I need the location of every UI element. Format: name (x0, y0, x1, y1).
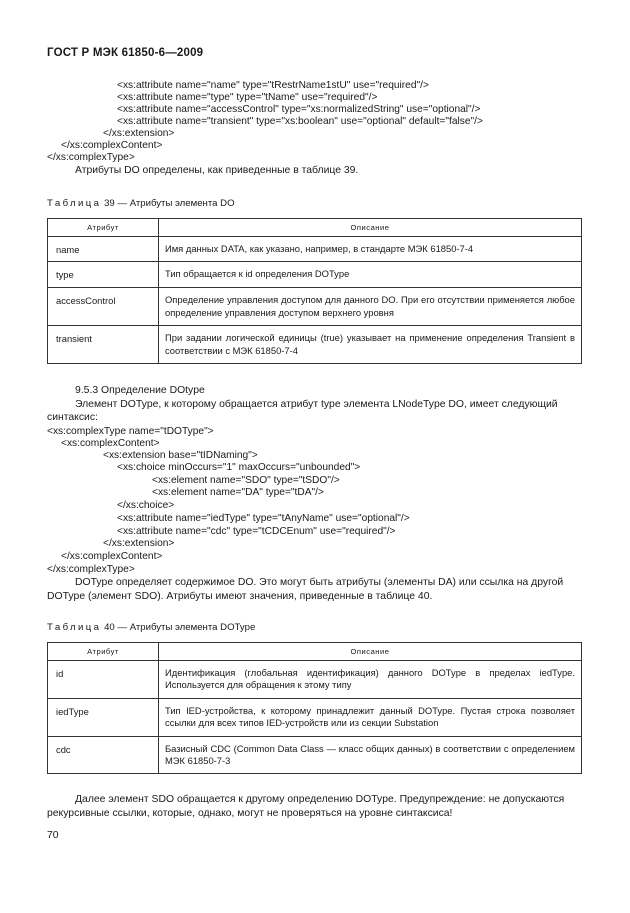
attribute-name-cell: id (48, 661, 159, 699)
table-header-row (48, 643, 582, 661)
column-header: Атрибут (48, 643, 159, 661)
code-line: </xs:extension> (103, 538, 175, 549)
attribute-name-cell: transient (48, 326, 159, 364)
paragraph-1: Атрибуты DO определены, как приведенные в таблице 39. (75, 165, 359, 176)
caption-label: Таблица (47, 622, 102, 633)
attribute-name-cell: iedType (48, 698, 159, 736)
code-line: <xs:attribute name="name" type="tRestrName1stU" use="required"/> (117, 80, 429, 91)
code-line: </xs:complexType> (47, 152, 135, 163)
code-line: </xs:complexContent> (61, 551, 163, 562)
table-row (48, 262, 582, 288)
description-cell: Имя данных DATA, как указано, например, в стандарте МЭК 61850-7-4 (159, 237, 582, 262)
page-header-title: ГОСТ Р МЭК 61850-6—2009 (47, 47, 204, 59)
column-header: Атрибут (48, 219, 159, 237)
section-intro-line: Элемент DOType, к которому обращается атрибут type элемента LNodeType DO, имеет следующий (75, 399, 558, 410)
caption-text: 40 — Атрибуты элемента DOType (104, 622, 256, 633)
description-cell: Идентификация (глобальная идентификация) данного DOType в пределах iedType. Используется для обращения к этому типу (159, 661, 582, 699)
code-line: </xs:complexType> (47, 564, 135, 575)
column-header: Описание (159, 219, 582, 237)
attribute-name-cell: cdc (48, 736, 159, 774)
code-line: <xs:complexContent> (61, 438, 160, 449)
column-header: Описание (159, 643, 582, 661)
attribute-name-cell: name (48, 237, 159, 262)
table-39 (47, 218, 582, 364)
table-row (48, 237, 582, 262)
table-row (48, 326, 582, 364)
code-line: <xs:attribute name="transient" type="xs:boolean" use="optional" default="false"/> (117, 116, 483, 127)
code-line: </xs:choice> (117, 500, 175, 511)
attribute-name-cell: type (48, 262, 159, 288)
section-intro-line: синтаксис: (47, 412, 98, 423)
paragraph-2-line: DOType определяет содержимое DO. Это могут быть атрибуты (элементы DA) или ссылка на другой (75, 577, 564, 588)
description-cell: Тип IED-устройства, к которому принадлежит данный DOType. Пустая строка позволяет ссылки для всех типов IED-устройств или из секции Substation (159, 698, 582, 736)
table-40 (47, 642, 582, 774)
caption-label: Таблица (47, 198, 102, 209)
code-line: <xs:element name="SDO" type="tSDO"/> (152, 475, 340, 486)
table-row (48, 698, 582, 736)
table-row (48, 661, 582, 699)
code-line: <xs:choice minOccurs="1" maxOccurs="unbounded"> (117, 462, 361, 473)
paragraph-3-line: рекурсивные ссылки, которые, однако, могут не проверяться на уровне синтаксиса! (47, 808, 453, 819)
code-line: <xs:complexType name="tDOType"> (47, 426, 214, 437)
description-cell: Базисный CDC (Common Data Class — класс общих данных) в соответствии с определением МЭК 61850-7-3 (159, 736, 582, 774)
code-line: <xs:attribute name="iedType" type="tAnyName" use="optional"/> (117, 513, 410, 524)
paragraph-3-line: Далее элемент SDO обращается к другому определению DOType. Предупреждение: не допускаются (75, 794, 565, 805)
description-cell: При задании логической единицы (true) указывает на применение определения Transient в соответствии с МЭК 61850-7-4 (159, 326, 582, 364)
table-40-caption (47, 622, 255, 633)
description-cell: Определение управления доступом для данного DO. При его отсутствии применяется любое определение управления доступом верхнего уровня (159, 288, 582, 326)
code-line: <xs:attribute name="accessControl" type="xs:normalizedString" use="optional"/> (117, 104, 481, 115)
description-cell: Тип обращается к id определения DOType (159, 262, 582, 288)
code-line: <xs:element name="DA" type="tDA"/> (152, 487, 324, 498)
code-line: <xs:attribute name="cdc" type="tCDCEnum" use="required"/> (117, 526, 396, 537)
attribute-name-cell: accessControl (48, 288, 159, 326)
caption-text: 39 — Атрибуты элемента DO (104, 198, 235, 209)
paragraph-2-line: DOType (элемент SDO). Атрибуты имеют значения, приведенные в таблице 40. (47, 591, 433, 602)
table-header-row (48, 219, 582, 237)
section-heading: 9.5.3 Определение DOtype (75, 385, 205, 396)
code-line: <xs:attribute name="type" type="tName" use="required"/> (117, 92, 378, 103)
table-39-caption (47, 198, 235, 209)
table-row (48, 736, 582, 774)
table-row (48, 288, 582, 326)
page-number: 70 (47, 830, 59, 841)
code-line: </xs:complexContent> (61, 140, 163, 151)
code-line: </xs:extension> (103, 128, 175, 139)
code-line: <xs:extension base="tIDNaming"> (103, 450, 258, 461)
